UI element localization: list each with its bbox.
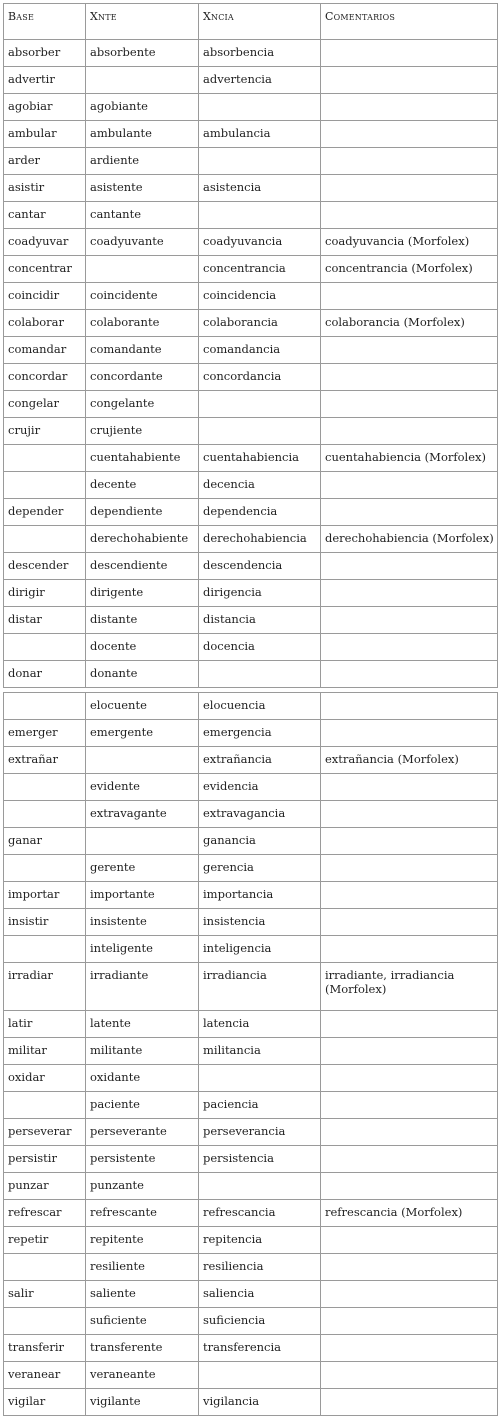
table-row <box>4 1362 498 1389</box>
cell-xnte: oxidante <box>86 1065 199 1092</box>
cell-xnte: absorbente <box>86 40 199 67</box>
table-row <box>4 1335 498 1362</box>
cell-base <box>4 774 86 801</box>
cell-comentarios <box>321 202 498 229</box>
cell-xnte: gerente <box>86 855 199 882</box>
cell-xnte: insistente <box>86 909 199 936</box>
cell-comentarios <box>321 553 498 580</box>
cell-base: concordar <box>4 364 86 391</box>
cell-xnte: vigilante <box>86 1389 199 1416</box>
cell-base: distar <box>4 607 86 634</box>
cell-base <box>4 1092 86 1119</box>
cell-xnte: transferente <box>86 1335 199 1362</box>
cell-comentarios <box>321 580 498 607</box>
cell-xnte: importante <box>86 882 199 909</box>
cell-comentarios <box>321 1389 498 1416</box>
table-row <box>4 801 498 828</box>
cell-base: veranear <box>4 1362 86 1389</box>
table-row <box>4 1308 498 1335</box>
cell-xncia: concentrancia <box>199 256 321 283</box>
cell-base: congelar <box>4 391 86 418</box>
cell-xnte <box>86 828 199 855</box>
cell-comentarios <box>321 1254 498 1281</box>
word-derivation-table <box>3 3 498 1416</box>
cell-xncia: insistencia <box>199 909 321 936</box>
cell-xnte: saliente <box>86 1281 199 1308</box>
cell-comentarios <box>321 1092 498 1119</box>
cell-comentarios <box>321 720 498 747</box>
cell-base: colaborar <box>4 310 86 337</box>
table-row <box>4 418 498 445</box>
table-row <box>4 1146 498 1173</box>
cell-xnte: ambulante <box>86 121 199 148</box>
cell-comentarios <box>321 40 498 67</box>
cell-base: absorber <box>4 40 86 67</box>
header-base: Base <box>4 4 86 40</box>
cell-comentarios <box>321 882 498 909</box>
cell-comentarios <box>321 693 498 720</box>
cell-xncia: importancia <box>199 882 321 909</box>
cell-xncia: gerencia <box>199 855 321 882</box>
cell-xnte: colaborante <box>86 310 199 337</box>
cell-xnte: suficiente <box>86 1308 199 1335</box>
cell-xncia: suficiencia <box>199 1308 321 1335</box>
table-body <box>4 40 498 1416</box>
cell-comentarios <box>321 94 498 121</box>
cell-xnte: agobiante <box>86 94 199 121</box>
cell-xnte: asistente <box>86 175 199 202</box>
cell-comentarios: extrañancia (Morfolex) <box>321 747 498 774</box>
cell-xnte: crujiente <box>86 418 199 445</box>
cell-xncia <box>199 391 321 418</box>
cell-comentarios: cuentahabiencia (Morfolex) <box>321 445 498 472</box>
table-row <box>4 1065 498 1092</box>
cell-xnte: evidente <box>86 774 199 801</box>
cell-xncia: advertencia <box>199 67 321 94</box>
table-row <box>4 1200 498 1227</box>
cell-xncia: perseverancia <box>199 1119 321 1146</box>
cell-comentarios <box>321 67 498 94</box>
cell-comentarios <box>321 1227 498 1254</box>
cell-comentarios <box>321 472 498 499</box>
cell-base: depender <box>4 499 86 526</box>
cell-base: advertir <box>4 67 86 94</box>
cell-xnte: docente <box>86 634 199 661</box>
cell-comentarios <box>321 801 498 828</box>
cell-base: ganar <box>4 828 86 855</box>
cell-base: comandar <box>4 337 86 364</box>
cell-xncia: ambulancia <box>199 121 321 148</box>
cell-xnte: emergente <box>86 720 199 747</box>
cell-xnte: decente <box>86 472 199 499</box>
cell-xncia: coadyuvancia <box>199 229 321 256</box>
cell-xnte <box>86 256 199 283</box>
table-row <box>4 121 498 148</box>
cell-xnte: distante <box>86 607 199 634</box>
cell-xncia: concordancia <box>199 364 321 391</box>
cell-xncia: saliencia <box>199 1281 321 1308</box>
cell-xnte: inteligente <box>86 936 199 963</box>
cell-base: latir <box>4 1011 86 1038</box>
cell-xncia: cuentahabiencia <box>199 445 321 472</box>
cell-xnte: cantante <box>86 202 199 229</box>
cell-base: vigilar <box>4 1389 86 1416</box>
cell-xnte: descendiente <box>86 553 199 580</box>
cell-xnte: cuentahabiente <box>86 445 199 472</box>
cell-xnte: ardiente <box>86 148 199 175</box>
cell-xnte: refrescante <box>86 1200 199 1227</box>
cell-comentarios <box>321 1308 498 1335</box>
cell-xncia: extravagancia <box>199 801 321 828</box>
cell-xncia: repitencia <box>199 1227 321 1254</box>
cell-comentarios <box>321 418 498 445</box>
table-row <box>4 553 498 580</box>
cell-xncia: distancia <box>199 607 321 634</box>
cell-xncia: vigilancia <box>199 1389 321 1416</box>
table-row <box>4 175 498 202</box>
table-row <box>4 634 498 661</box>
header-xncia: Xncia <box>199 4 321 40</box>
cell-xncia: comandancia <box>199 337 321 364</box>
cell-xncia: extrañancia <box>199 747 321 774</box>
table-row <box>4 936 498 963</box>
cell-xncia <box>199 1173 321 1200</box>
cell-base: asistir <box>4 175 86 202</box>
cell-xnte: dependiente <box>86 499 199 526</box>
cell-xnte: extravagante <box>86 801 199 828</box>
table-row <box>4 855 498 882</box>
cell-base <box>4 936 86 963</box>
cell-xnte: punzante <box>86 1173 199 1200</box>
cell-comentarios <box>321 121 498 148</box>
cell-base <box>4 526 86 553</box>
cell-comentarios <box>321 936 498 963</box>
cell-base: donar <box>4 661 86 688</box>
cell-xncia <box>199 148 321 175</box>
cell-xnte: paciente <box>86 1092 199 1119</box>
cell-xncia: ganancia <box>199 828 321 855</box>
cell-xncia: latencia <box>199 1011 321 1038</box>
cell-xnte: coincidente <box>86 283 199 310</box>
cell-base <box>4 801 86 828</box>
cell-base: emerger <box>4 720 86 747</box>
cell-comentarios <box>321 1281 498 1308</box>
cell-comentarios <box>321 909 498 936</box>
cell-comentarios: derechohabiencia (Morfolex) <box>321 526 498 553</box>
table-row <box>4 607 498 634</box>
cell-comentarios: coadyuvancia (Morfolex) <box>321 229 498 256</box>
cell-comentarios <box>321 607 498 634</box>
table-row <box>4 40 498 67</box>
table-row <box>4 693 498 720</box>
cell-xncia: docencia <box>199 634 321 661</box>
cell-base <box>4 445 86 472</box>
cell-xnte: perseverante <box>86 1119 199 1146</box>
table-row <box>4 1092 498 1119</box>
cell-comentarios <box>321 1011 498 1038</box>
cell-comentarios: colaborancia (Morfolex) <box>321 310 498 337</box>
table-row <box>4 256 498 283</box>
cell-comentarios <box>321 828 498 855</box>
cell-xncia: emergencia <box>199 720 321 747</box>
cell-comentarios <box>321 774 498 801</box>
cell-xnte: resiliente <box>86 1254 199 1281</box>
table-row <box>4 882 498 909</box>
table-row <box>4 909 498 936</box>
header-xnte: Xnte <box>86 4 199 40</box>
cell-base: cantar <box>4 202 86 229</box>
cell-xnte: latente <box>86 1011 199 1038</box>
table-row <box>4 1227 498 1254</box>
cell-comentarios <box>321 1146 498 1173</box>
table-row <box>4 1389 498 1416</box>
table-row <box>4 94 498 121</box>
cell-base: oxidar <box>4 1065 86 1092</box>
table-row <box>4 661 498 688</box>
cell-comentarios <box>321 634 498 661</box>
cell-base: ambular <box>4 121 86 148</box>
table-row <box>4 202 498 229</box>
cell-base <box>4 855 86 882</box>
cell-xncia: dirigencia <box>199 580 321 607</box>
table-row <box>4 472 498 499</box>
cell-xncia: asistencia <box>199 175 321 202</box>
cell-xncia: dependencia <box>199 499 321 526</box>
cell-xnte <box>86 747 199 774</box>
cell-base: crujir <box>4 418 86 445</box>
cell-base: arder <box>4 148 86 175</box>
cell-base: descender <box>4 553 86 580</box>
table-row <box>4 337 498 364</box>
cell-base: punzar <box>4 1173 86 1200</box>
cell-xnte: repitente <box>86 1227 199 1254</box>
table-row <box>4 1038 498 1065</box>
cell-comentarios: refrescancia (Morfolex) <box>321 1200 498 1227</box>
cell-comentarios <box>321 364 498 391</box>
cell-base: repetir <box>4 1227 86 1254</box>
cell-xnte: donante <box>86 661 199 688</box>
table-row <box>4 364 498 391</box>
table-row <box>4 148 498 175</box>
cell-base: persistir <box>4 1146 86 1173</box>
table-row <box>4 1011 498 1038</box>
cell-base: militar <box>4 1038 86 1065</box>
cell-comentarios <box>321 337 498 364</box>
cell-base: importar <box>4 882 86 909</box>
cell-xncia <box>199 418 321 445</box>
cell-comentarios <box>321 1362 498 1389</box>
table-row <box>4 720 498 747</box>
cell-xnte: congelante <box>86 391 199 418</box>
cell-comentarios <box>321 283 498 310</box>
cell-xnte <box>86 67 199 94</box>
cell-comentarios <box>321 391 498 418</box>
cell-xncia: absorbencia <box>199 40 321 67</box>
cell-xncia <box>199 1065 321 1092</box>
table-row <box>4 1254 498 1281</box>
cell-xnte: persistente <box>86 1146 199 1173</box>
cell-xnte: concordante <box>86 364 199 391</box>
cell-comentarios <box>321 1173 498 1200</box>
cell-base <box>4 1308 86 1335</box>
cell-xnte: irradiante <box>86 963 199 1011</box>
cell-comentarios <box>321 661 498 688</box>
table-row <box>4 1281 498 1308</box>
table-row <box>4 499 498 526</box>
cell-xnte: veraneante <box>86 1362 199 1389</box>
cell-base: coincidir <box>4 283 86 310</box>
table-row <box>4 963 498 1011</box>
cell-comentarios: concentrancia (Morfolex) <box>321 256 498 283</box>
cell-comentarios: irradiante, irradiancia (Morfolex) <box>321 963 498 1011</box>
cell-base: coadyuvar <box>4 229 86 256</box>
cell-comentarios <box>321 1038 498 1065</box>
table-row <box>4 747 498 774</box>
header-row <box>4 4 498 40</box>
cell-base: extrañar <box>4 747 86 774</box>
cell-xncia: refrescancia <box>199 1200 321 1227</box>
cell-base: perseverar <box>4 1119 86 1146</box>
table-row <box>4 391 498 418</box>
cell-xncia: coincidencia <box>199 283 321 310</box>
table-row <box>4 310 498 337</box>
cell-xncia: derechohabiencia <box>199 526 321 553</box>
cell-base: dirigir <box>4 580 86 607</box>
cell-xncia: evidencia <box>199 774 321 801</box>
table-row <box>4 445 498 472</box>
cell-xncia <box>199 202 321 229</box>
cell-xncia: irradiancia <box>199 963 321 1011</box>
cell-xncia: elocuencia <box>199 693 321 720</box>
cell-xncia: colaborancia <box>199 310 321 337</box>
table-row <box>4 67 498 94</box>
cell-xnte: coadyuvante <box>86 229 199 256</box>
cell-xncia: resiliencia <box>199 1254 321 1281</box>
table-row <box>4 1173 498 1200</box>
cell-comentarios <box>321 1065 498 1092</box>
header-comentarios: Comentarios <box>321 4 498 40</box>
cell-comentarios <box>321 175 498 202</box>
cell-xncia <box>199 1362 321 1389</box>
cell-base: refrescar <box>4 1200 86 1227</box>
cell-comentarios <box>321 855 498 882</box>
cell-xncia: descendencia <box>199 553 321 580</box>
table-row <box>4 774 498 801</box>
cell-base: irradiar <box>4 963 86 1011</box>
cell-xnte: dirigente <box>86 580 199 607</box>
cell-xncia: paciencia <box>199 1092 321 1119</box>
cell-xnte: militante <box>86 1038 199 1065</box>
table-row <box>4 580 498 607</box>
cell-xncia <box>199 661 321 688</box>
table-row <box>4 828 498 855</box>
cell-xncia: persistencia <box>199 1146 321 1173</box>
table-row <box>4 229 498 256</box>
cell-comentarios <box>321 148 498 175</box>
cell-base: agobiar <box>4 94 86 121</box>
cell-comentarios <box>321 1119 498 1146</box>
table-row <box>4 526 498 553</box>
cell-comentarios <box>321 499 498 526</box>
cell-base: salir <box>4 1281 86 1308</box>
cell-base <box>4 472 86 499</box>
cell-base <box>4 693 86 720</box>
cell-comentarios <box>321 1335 498 1362</box>
cell-xnte: derechohabiente <box>86 526 199 553</box>
cell-xncia: decencia <box>199 472 321 499</box>
cell-base: concentrar <box>4 256 86 283</box>
cell-xncia: inteligencia <box>199 936 321 963</box>
cell-xncia: transferencia <box>199 1335 321 1362</box>
cell-xncia <box>199 94 321 121</box>
table-row <box>4 1119 498 1146</box>
cell-base: insistir <box>4 909 86 936</box>
cell-base <box>4 1254 86 1281</box>
cell-base <box>4 634 86 661</box>
cell-base: transferir <box>4 1335 86 1362</box>
cell-xnte: elocuente <box>86 693 199 720</box>
table-row <box>4 283 498 310</box>
cell-xnte: comandante <box>86 337 199 364</box>
table-header <box>4 4 498 40</box>
cell-xncia: militancia <box>199 1038 321 1065</box>
